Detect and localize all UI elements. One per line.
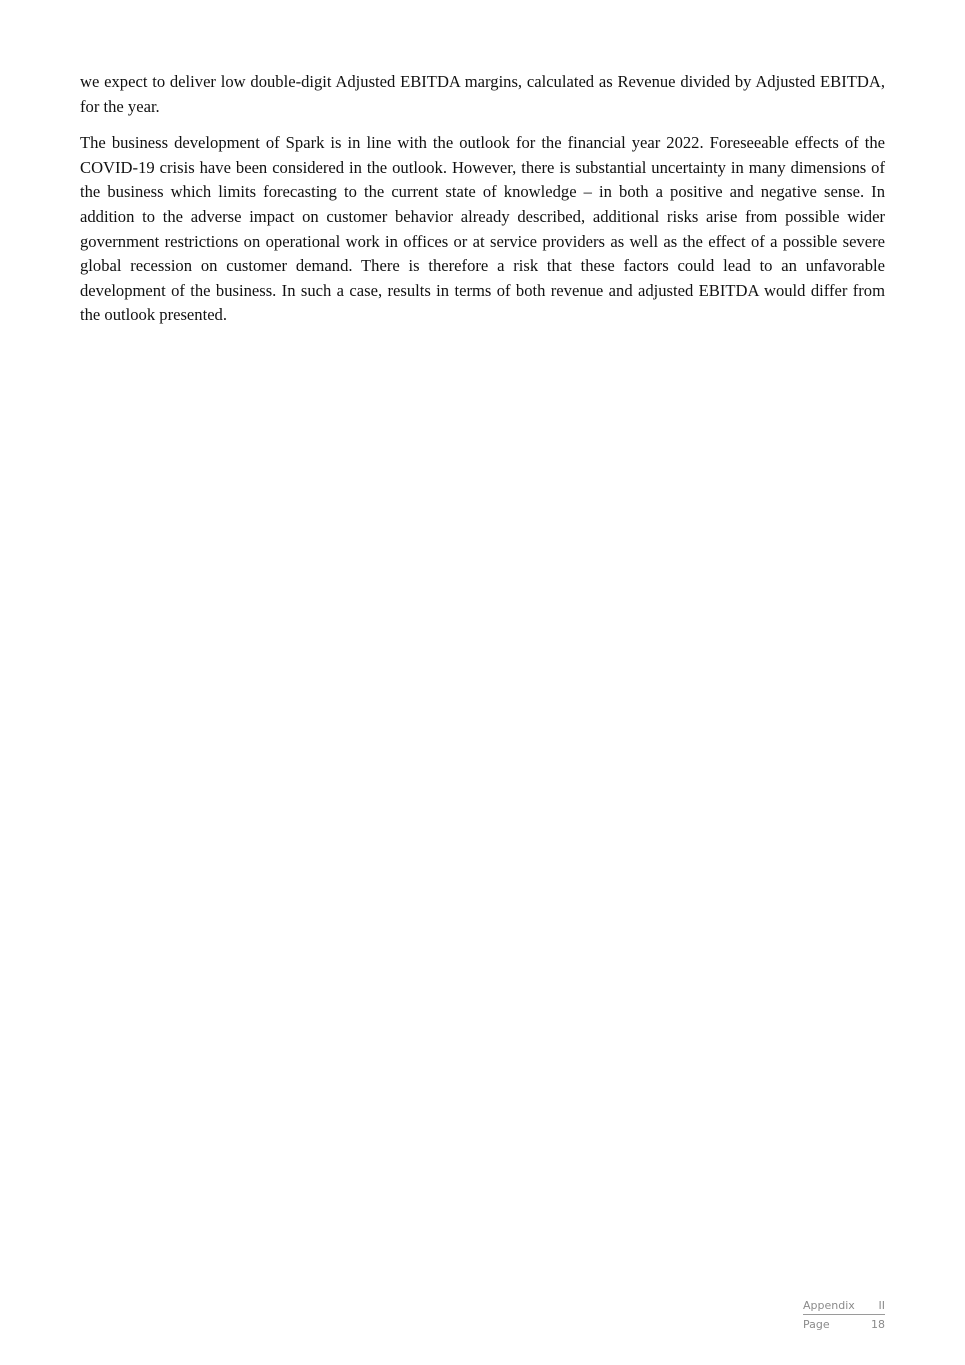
page-footer <box>803 1298 885 1335</box>
body-paragraph: The business development of Spark is in line with the outlook for the financial year 2022. Foreseeable effects of the COVID-19 crisis have been considered in the outlook. However, there is substantial uncertainty in many dimensions of the business which limits forecasting to the current state of knowledge – in both a positive and negative sense. In addition to the adverse impact on customer behavior already described, additional risks arise from possible wider government restrictions on operational work in offices or at service providers as well as the effect of a possible severe global recession on customer demand. There is therefore a risk that these factors could lead to an unfavorable development of the business. In such a case, results in terms of both revenue and adjusted EBITDA would differ from the outlook presented. <box>80 133 885 325</box>
body-paragraph: we expect to deliver low double-digit Adjusted EBITDA margins, calculated as Revenue divided by Adjusted EBITDA, for the year. <box>80 72 885 116</box>
appendix-number: II <box>878 1299 885 1312</box>
appendix-label: Appendix <box>803 1299 855 1312</box>
document-body <box>80 70 885 340</box>
page-number-row <box>803 1315 885 1335</box>
page-label: Page <box>803 1318 830 1331</box>
appendix-row <box>803 1298 885 1315</box>
page-number: 18 <box>871 1318 885 1331</box>
